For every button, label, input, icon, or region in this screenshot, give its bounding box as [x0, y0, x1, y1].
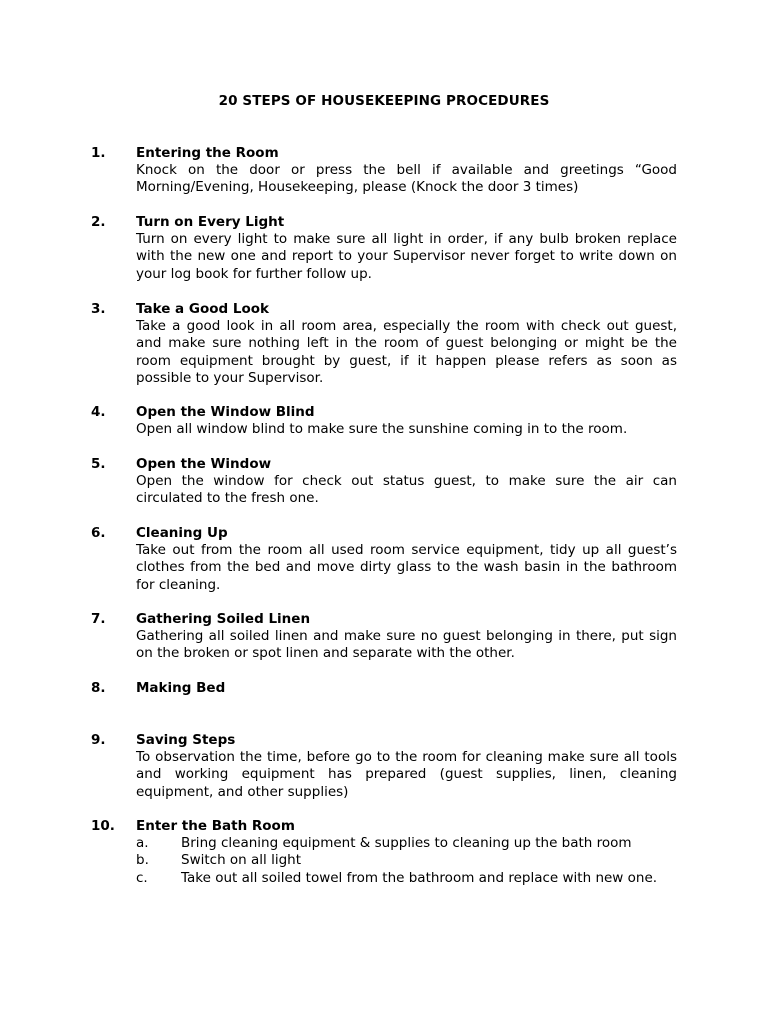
step-text: To observation the time, before go to the room for cleaning make sure all tools and working equipment has prepared (guest supplies, linen, cleaning equipment, and other supplies) — [136, 749, 677, 800]
step-body — [136, 301, 677, 387]
step-text: Knock on the door or press the bell if available and greetings “Good Morning/Evening, Housekeeping, please (Knock the door 3 times) — [136, 162, 677, 196]
step-number: 10. — [91, 818, 115, 834]
sub-item-letter: b. — [136, 852, 149, 869]
step-number: 8. — [91, 680, 106, 696]
step-text: Open all window blind to make sure the sunshine coming in to the room. — [136, 421, 628, 438]
step-heading: Gathering Soiled Linen — [136, 611, 311, 627]
step-text: Gathering all soiled linen and make sure no guest belonging in there, put sign on the broken or spot linen and separate with the other. — [136, 628, 677, 662]
sub-item-b — [136, 852, 677, 869]
step-number: 5. — [91, 456, 106, 472]
step-number: 7. — [91, 611, 106, 627]
sub-item-text: Switch on all light — [181, 852, 302, 869]
sub-item-letter: a. — [136, 835, 149, 852]
sub-item-letter: c. — [136, 869, 148, 886]
sub-item-c — [136, 870, 677, 887]
step-text: Open the window for check out status guest, to make sure the air can circulated to the fresh one. — [136, 473, 677, 507]
step-heading: Open the Window Blind — [136, 404, 315, 420]
step-body — [136, 525, 677, 594]
sub-item-text: Bring cleaning equipment & supplies to cleaning up the bath room — [181, 835, 632, 852]
step-number: 1. — [91, 145, 106, 161]
step-text: Turn on every light to make sure all light in order, if any bulb broken replace with the new one and report to your Supervisor never forget to write down on your log book for further follow up. — [136, 231, 677, 282]
step-heading: Saving Steps — [136, 732, 236, 748]
sub-item-a — [136, 835, 677, 852]
step-text: Take out from the room all used room service equipment, tidy up all guest’s clothes from the bed and move dirty glass to the wash basin in the bathroom for cleaning. — [136, 542, 677, 593]
step-body — [136, 145, 677, 197]
sub-list — [136, 835, 677, 887]
document-title: 20 STEPS OF HOUSEKEEPING PROCEDURES — [218, 93, 550, 109]
step-number: 4. — [91, 404, 106, 420]
step-number: 2. — [91, 214, 106, 230]
step-body — [136, 611, 677, 663]
step-body — [136, 456, 677, 508]
sub-item-text: Take out all soiled towel from the bathroom and replace with new one. — [181, 869, 658, 886]
step-body — [136, 214, 677, 283]
step-body — [136, 732, 677, 801]
step-heading: Making Bed — [136, 680, 226, 696]
step-heading: Entering the Room — [136, 145, 279, 161]
step-heading: Take a Good Look — [136, 301, 269, 317]
step-body — [136, 818, 677, 887]
step-heading: Open the Window — [136, 456, 272, 472]
step-body — [136, 404, 677, 438]
step-number: 6. — [91, 525, 106, 541]
step-heading: Cleaning Up — [136, 525, 228, 541]
step-number: 9. — [91, 732, 106, 748]
step-heading: Turn on Every Light — [136, 214, 285, 230]
step-number: 3. — [91, 301, 106, 317]
step-text: Take a good look in all room area, especially the room with check out guest, and make sure nothing left in the room of guest belonging or might be the room equipment brought by guest, if it happen please refers as soon as possible to your Supervisor. — [136, 318, 677, 386]
step-body — [136, 680, 677, 697]
step-heading: Enter the Bath Room — [136, 818, 295, 834]
